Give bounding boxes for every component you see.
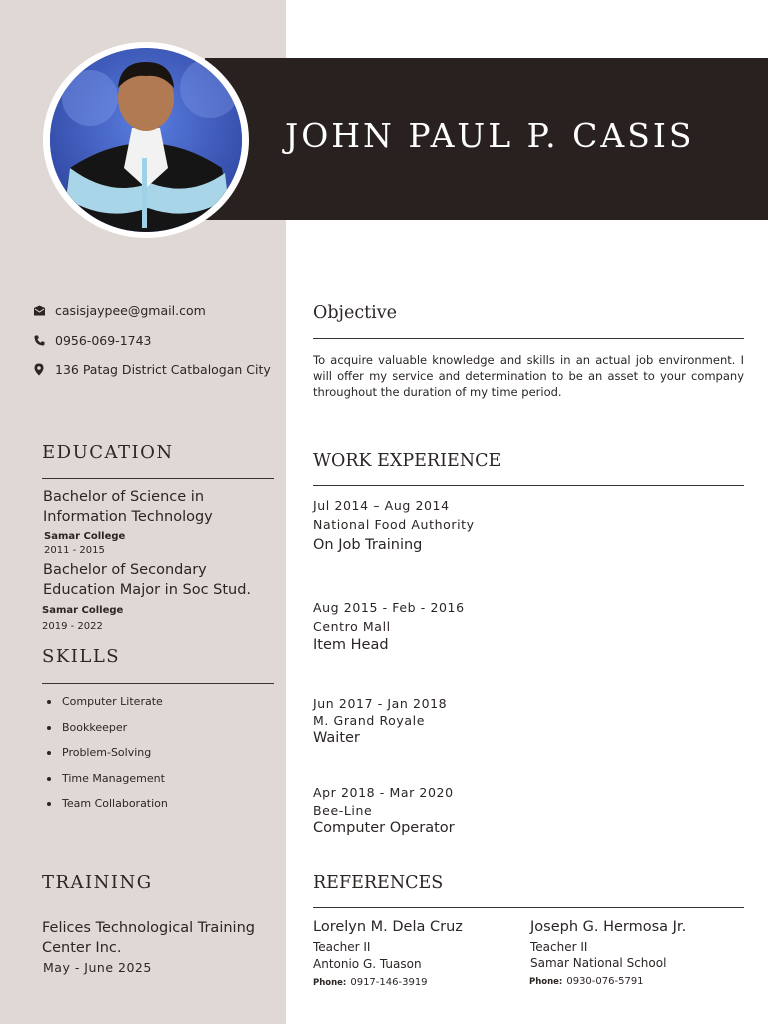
education-heading: EDUCATION: [42, 442, 174, 463]
education-school-1: Samar College: [44, 531, 126, 542]
education-years-2: 2019 - 2022: [42, 621, 103, 632]
profile-photo: [50, 48, 242, 232]
contact-email: [32, 303, 206, 318]
education-years-1: 2011 - 2015: [44, 545, 105, 556]
envelope-icon: [32, 304, 46, 318]
job-org-4: Bee-Line: [313, 803, 373, 818]
training-name: Felices Technological Training Center Inc.: [42, 920, 255, 956]
contact-address-text: 136 Patag District Catbalogan City: [55, 362, 271, 377]
contact-email-text: casisjaypee@gmail.com: [55, 303, 206, 318]
list-item: Time Management: [44, 771, 168, 797]
location-pin-icon: [32, 363, 46, 377]
references-heading: REFERENCES: [313, 873, 444, 893]
reference-phone-2: [529, 976, 644, 987]
contact-phone: [32, 333, 152, 348]
education-degree-1: Bachelor of Science in Information Technology: [43, 489, 213, 525]
job-org-3: M. Grand Royale: [313, 713, 426, 728]
skills-heading: SKILLS: [42, 646, 121, 667]
references-divider: [313, 907, 744, 908]
objective-text: To acquire valuable knowledge and skills in an actual job environment. I will offer my service and determination to be an asset to your company throughout the duration of my time period.: [313, 353, 744, 399]
job-date-3: Jun 2017 - Jan 2018: [313, 696, 448, 711]
education-divider: [42, 478, 274, 479]
list-item: Problem-Solving: [44, 745, 168, 771]
training-date: May - June 2025: [43, 960, 152, 975]
reference-role-2: Teacher II: [530, 940, 588, 954]
education-degree-2: Bachelor of Secondary Education Major in Soc Stud.: [43, 562, 252, 598]
list-item: Computer Literate: [44, 694, 168, 720]
objective-heading: Objective: [313, 303, 398, 323]
job-org-2: Centro Mall: [313, 619, 391, 634]
page-title: JOHN PAUL P. CASIS: [285, 116, 695, 155]
education-school-2: Samar College: [42, 605, 124, 616]
job-title-2: Item Head: [313, 637, 389, 653]
reference-phone-number-2: 0930-076-5791: [566, 976, 644, 987]
reference-phone-label-2: Phone:: [529, 977, 563, 987]
contact-phone-text: 0956-069-1743: [55, 333, 152, 348]
training-heading: TRAINING: [42, 872, 153, 893]
phone-icon: [32, 334, 46, 348]
job-title-3: Waiter: [313, 730, 360, 746]
job-date-1: Jul 2014 – Aug 2014: [313, 498, 450, 513]
work-experience-heading: WORK EXPERIENCE: [313, 451, 502, 471]
reference-role-1: Teacher II: [313, 940, 371, 954]
job-org-1: National Food Authority: [313, 517, 475, 532]
job-title-4: Computer Operator: [313, 820, 455, 836]
job-date-4: Apr 2018 - Mar 2020: [313, 785, 454, 800]
contact-address: [32, 362, 271, 377]
reference-org-1: Antonio G. Tuason: [313, 957, 422, 971]
work-experience-divider: [313, 485, 744, 486]
list-item: Bookkeeper: [44, 720, 168, 746]
reference-phone-1: [313, 977, 428, 988]
skills-divider: [42, 683, 274, 684]
reference-phone-number-1: 0917-146-3919: [350, 977, 428, 988]
list-item: Team Collaboration: [44, 796, 168, 822]
reference-org-2: Samar National School: [530, 956, 667, 970]
reference-phone-label-1: Phone:: [313, 978, 347, 988]
objective-divider: [313, 338, 744, 339]
job-date-2: Aug 2015 - Feb - 2016: [313, 600, 465, 615]
job-title-1: On Job Training: [313, 537, 423, 553]
reference-name-1: Lorelyn M. Dela Cruz: [313, 919, 463, 935]
skills-list: [44, 694, 168, 822]
reference-name-2: Joseph G. Hermosa Jr.: [530, 919, 687, 935]
